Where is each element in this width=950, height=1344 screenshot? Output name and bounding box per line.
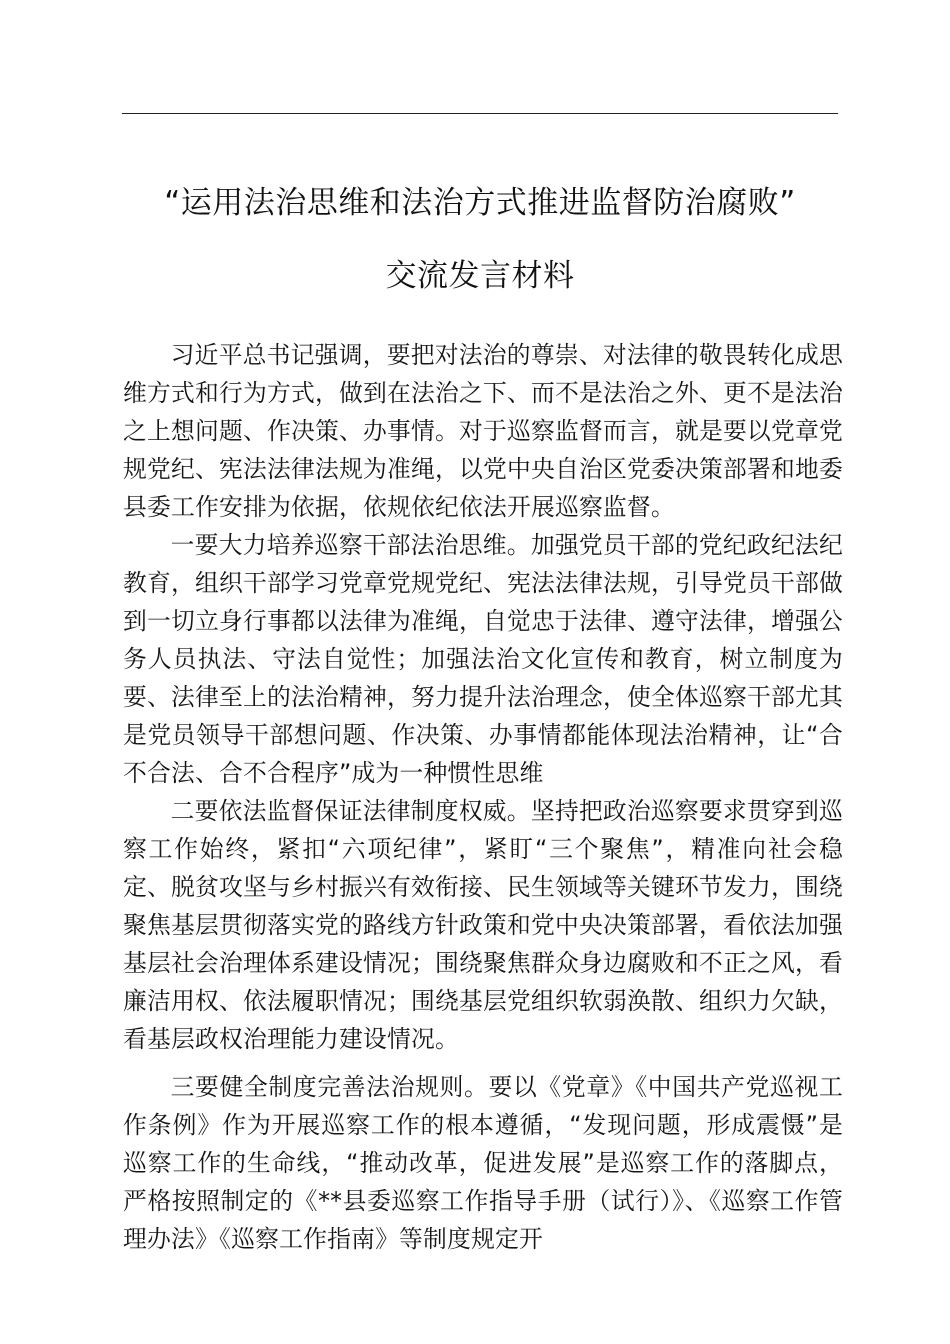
header-rule [122, 113, 838, 114]
paragraph-intro: 习近平总书记强调，要把对法治的尊崇、对法律的敬畏转化成思维方式和行为方式，做到在法治之下、而不是法治之外、更不是法治之上想问题、作决策、办事情。对于巡察监督而言，就是要以党章党规党纪、宪法法律法规为准绳，以党中央自治区党委决策部署和地委县委工作安排为依据，依规依纪依法开展巡察监督。 [123, 341, 843, 521]
paragraph-point-3: 三要健全制度完善法治规则。要以《党章》《中国共产党巡视工作条例》作为开展巡察工作的根本遵循，“发现问题，形成震慑”是巡察工作的生命线，“推动改革，促进发展”是巡察工作的落脚点，严格按照制定的《**县委巡察工作指导手册（试行）》、《巡察工作管理办法》《巡察工作指南》等制度规定开 [123, 1073, 843, 1253]
paragraph-point-2: 二要依法监督保证法律制度权威。坚持把政治巡察要求贯穿到巡察工作始终，紧扣“六项纪律”，紧盯“三个聚焦”，精准向社会稳定、脱贫攻坚与乡村振兴有效衔接、民生领域等关键环节发力，围绕聚焦基层贯彻落实党的路线方针政策和党中央决策部署，看依法加强基层社会治理体系建设情况；围绕聚焦群众身边腐败和不正之风，看廉洁用权、依法履职情况；围绕基层党组织软弱涣散、组织力欠缺，看基层政权治理能力建设情况。 [123, 797, 843, 1053]
document-body [123, 336, 843, 1258]
document-title-line-2: 交流发言材料 [385, 258, 575, 294]
document-title-line-1: “运用法治思维和法治方式推进监督防治腐败” [164, 185, 796, 221]
paragraph-point-1: 一要大力培养巡察干部法治思维。加强党员干部的党纪政纪法纪教育，组织干部学习党章党规党纪、宪法法律法规，引导党员干部做到一切立身行事都以法律为准绳，自觉忠于法律、遵守法律，增强公务人员执法、守法自觉性；加强法治文化宣传和教育，树立制度为要、法律至上的法治精神，努力提升法治理念，使全体巡察干部尤其是党员领导干部想问题、作决策、办事情都能体现法治精神，让“合不合法、合不合程序”成为一种惯性思维 [123, 531, 843, 787]
